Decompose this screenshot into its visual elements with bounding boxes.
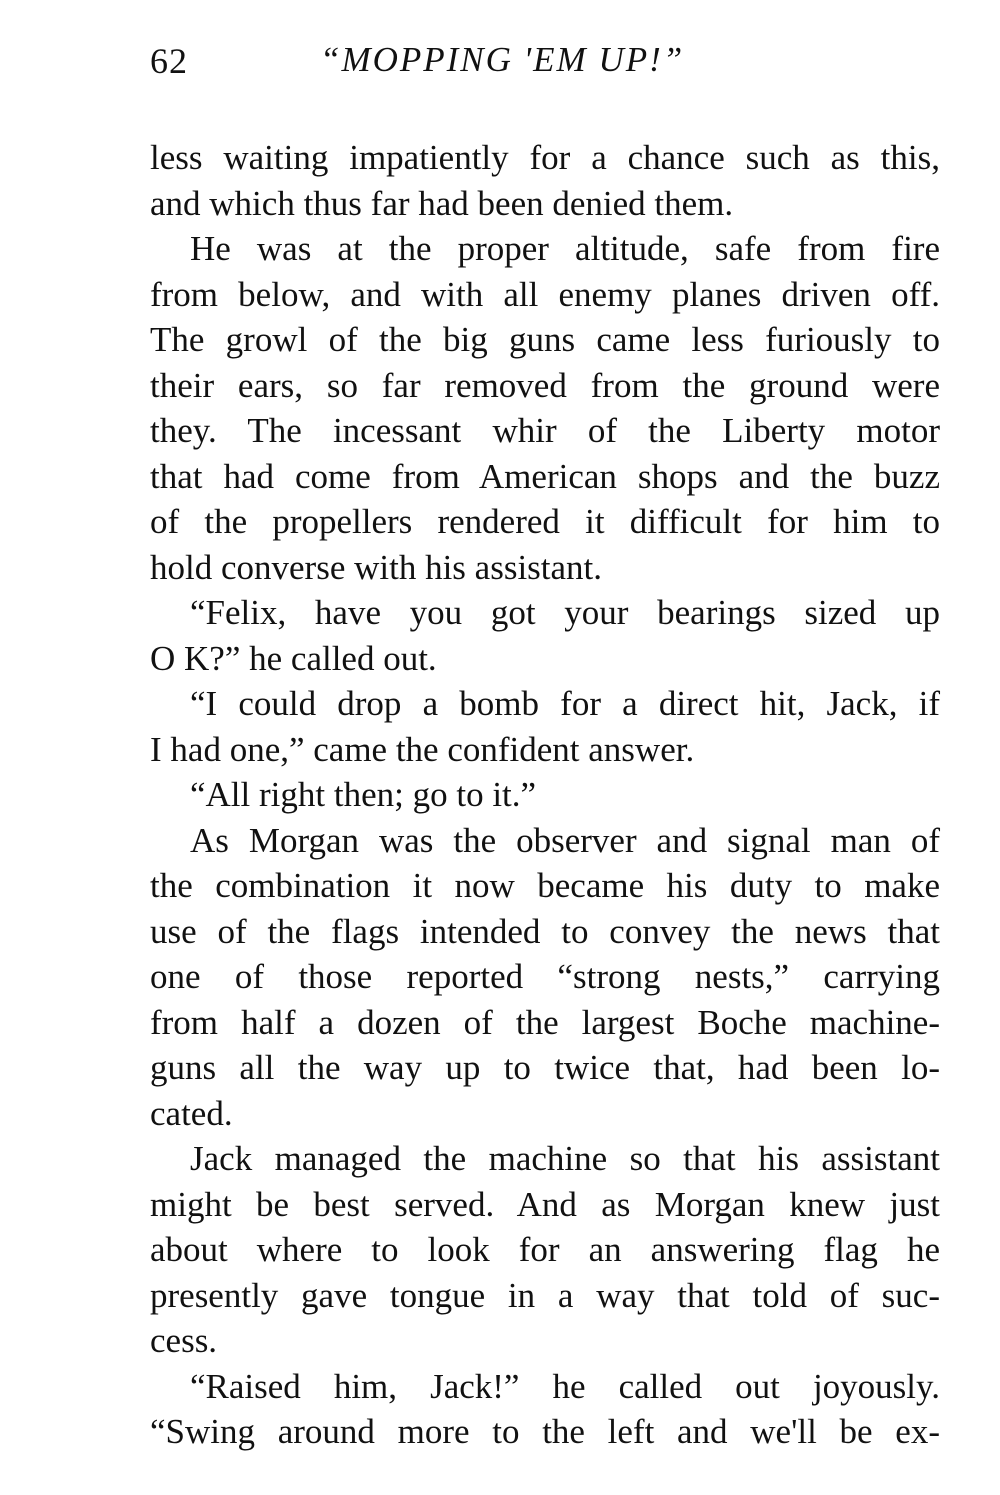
text-line: they. The incessant whir of the Liberty motor bbox=[150, 411, 940, 450]
text-line: their ears, so far removed from the ground were bbox=[150, 365, 940, 405]
text-line: “Swing around more to the left and we'll be ex- bbox=[150, 1412, 940, 1451]
text-line: Jack managed the machine so that his assistant bbox=[190, 1139, 940, 1178]
running-title: “MOPPING 'EM UP!” bbox=[320, 40, 685, 79]
text-line: “All right then; go to it.” bbox=[190, 775, 537, 814]
text-line: about where to look for an answering flag he bbox=[150, 1230, 940, 1269]
text-line: cated. bbox=[150, 1093, 233, 1133]
text-line: “Raised him, Jack!” he called out joyously. bbox=[190, 1366, 940, 1406]
text-line: O K?” he called out. bbox=[150, 638, 437, 678]
text-line: might be best served. And as Morgan knew just bbox=[150, 1184, 940, 1224]
text-line: one of those reported “strong nests,” carrying bbox=[150, 957, 940, 996]
text-line: less waiting impatiently for a chance such as this, bbox=[150, 138, 940, 177]
text-line: from half a dozen of the largest Boche machine- bbox=[150, 1002, 940, 1042]
text-line: He was at the proper altitude, safe from fire bbox=[190, 229, 940, 268]
text-line: from below, and with all enemy planes driven off. bbox=[150, 274, 940, 314]
page-header bbox=[150, 40, 940, 90]
text-line: and which thus far had been denied them. bbox=[150, 183, 734, 223]
text-line: I had one,” came the confident answer. bbox=[150, 729, 695, 769]
text-line: As Morgan was the observer and signal man of bbox=[190, 820, 940, 860]
text-line: The growl of the big guns came less furiously to bbox=[150, 320, 940, 359]
text-line: the combination it now became his duty to make bbox=[150, 866, 940, 905]
text-line: use of the flags intended to convey the news that bbox=[150, 911, 940, 951]
text-line: “I could drop a bomb for a direct hit, Jack, if bbox=[190, 684, 940, 723]
text-line: that had come from American shops and the buzz bbox=[150, 456, 940, 496]
page-number: 62 bbox=[150, 41, 188, 81]
text-line: of the propellers rendered it difficult for him to bbox=[150, 502, 940, 541]
text-line: guns all the way up to twice that, had been lo- bbox=[150, 1048, 940, 1087]
body-text bbox=[150, 135, 940, 1455]
text-line: “Felix, have you got your bearings sized up bbox=[190, 593, 940, 632]
text-line: presently gave tongue in a way that told of suc- bbox=[150, 1275, 940, 1315]
text-line: hold converse with his assistant. bbox=[150, 547, 603, 587]
text-line: cess. bbox=[150, 1321, 218, 1360]
